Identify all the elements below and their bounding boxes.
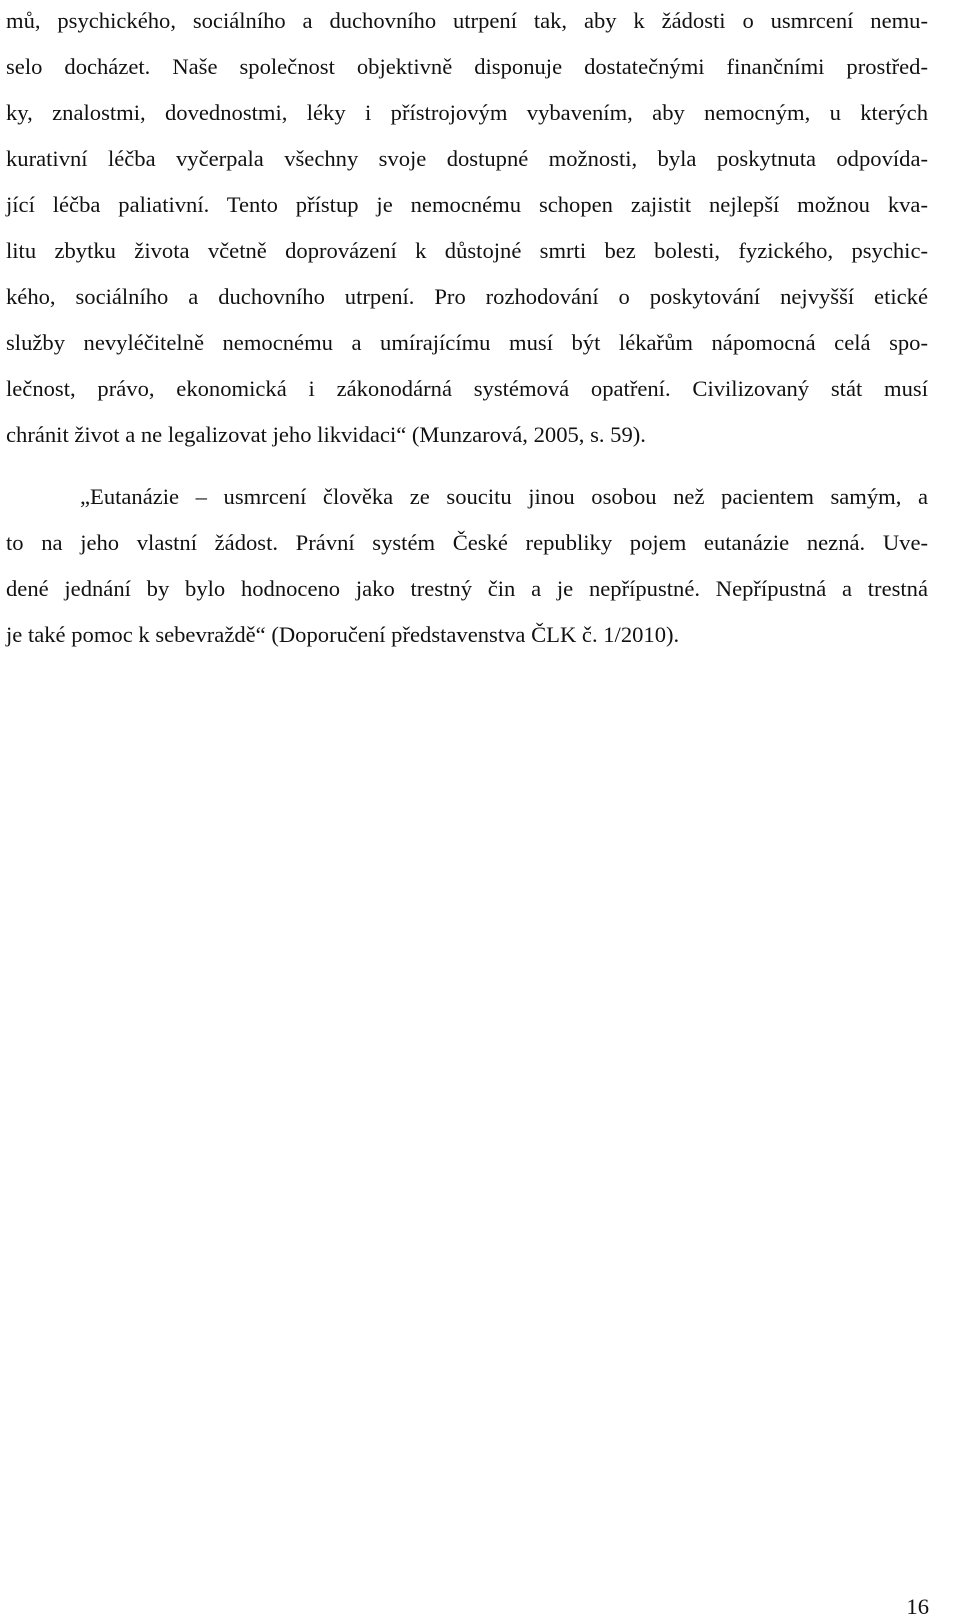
paragraph-quote-munzarova: [6, 0, 928, 458]
text-line: „Eutanázie – usmrcení člověka ze soucitu jinou osobou než pacientem samým, a: [80, 484, 928, 509]
paragraph-quote-clk: [6, 474, 928, 658]
text-line: chránit život a ne legalizovat jeho likvidaci“ (Munzarová, 2005, s. 59).: [6, 422, 646, 447]
text-line: to na jeho vlastní žádost. Právní systém České republiky pojem eutanázie nezná. Uve-: [6, 530, 928, 555]
text-line: kurativní léčba vyčerpala všechny svoje dostupné možnosti, byla poskytnuta odpovída-: [6, 146, 928, 171]
page-number: 16: [906, 1594, 929, 1619]
text-line: litu zbytku života včetně doprovázení k důstojné smrti bez bolesti, fyzického, psychic-: [6, 238, 928, 263]
text-line: kého, sociálního a duchovního utrpení. Pro rozhodování o poskytování nejvyšší etické: [6, 284, 928, 309]
text-line: selo docházet. Naše společnost objektivně disponuje dostatečnými finančními prostřed-: [6, 54, 928, 79]
text-line: mů, psychického, sociálního a duchovního utrpení tak, aby k žádosti o usmrcení nemu-: [6, 8, 928, 33]
text-line: je také pomoc k sebevraždě“ (Doporučení představenstva ČLK č. 1/2010).: [6, 622, 680, 647]
text-line: služby nevyléčitelně nemocnému a umírajícímu musí být lékařům nápomocná celá spo-: [6, 330, 928, 355]
text-line: ky, znalostmi, dovednostmi, léky i přístrojovým vybavením, aby nemocným, u kterých: [6, 100, 928, 125]
text-line: jící léčba paliativní. Tento přístup je nemocnému schopen zajistit nejlepší možnou kva-: [6, 192, 928, 217]
text-line: lečnost, právo, ekonomická i zákonodárná systémová opatření. Civilizovaný stát musí: [6, 376, 928, 401]
text-line: dené jednání by bylo hodnoceno jako trestný čin a je nepřípustné. Nepřípustná a trestná: [6, 576, 928, 601]
